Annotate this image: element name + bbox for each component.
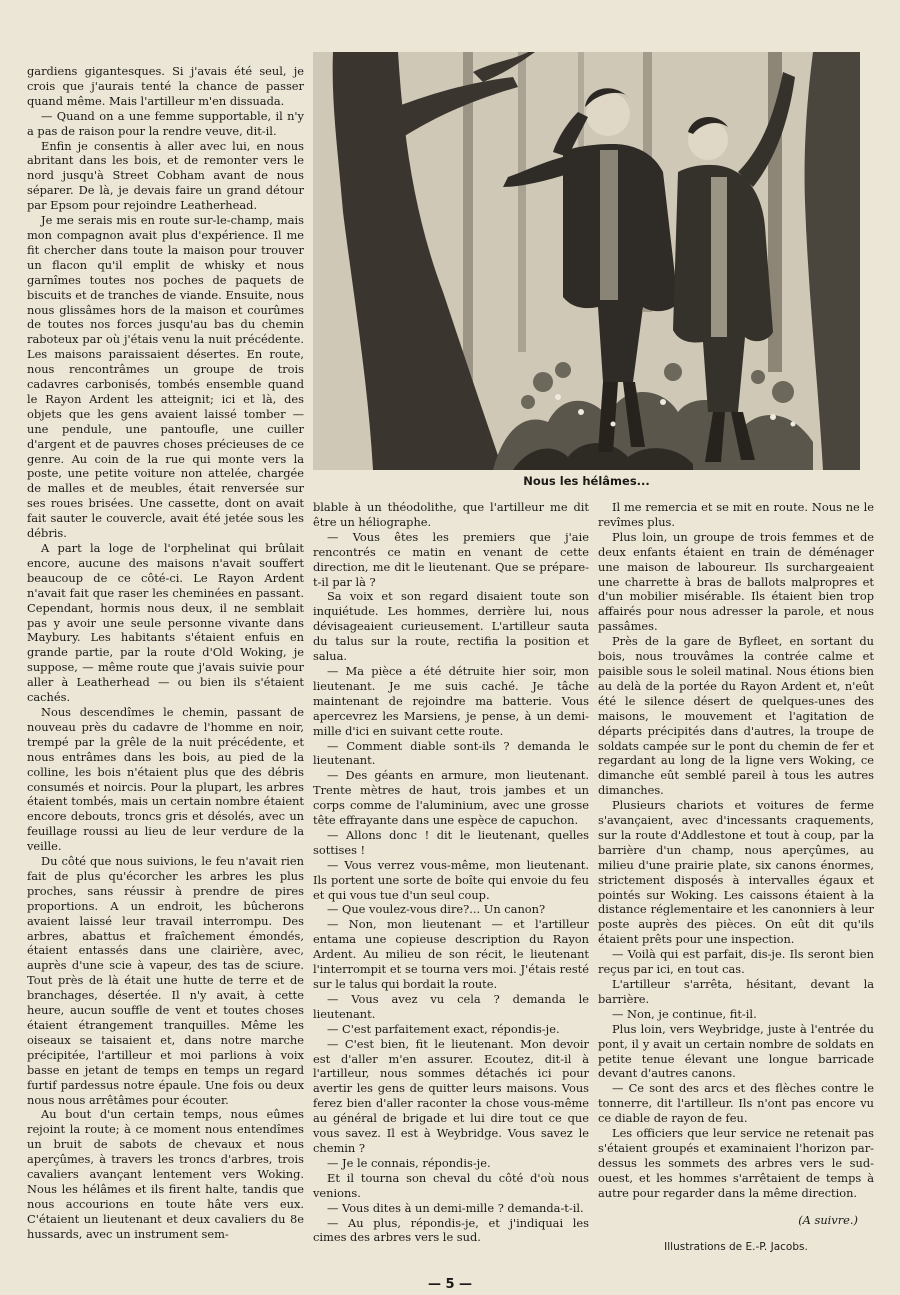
paragraph: — Vous dites à un demi-mille ? demanda-t-il. xyxy=(327,1200,584,1215)
paragraph: — Non, mon lieutenant — et l'artilleur entama une copieuse description du Rayon Ardent. Au milieu de son récit, le lieutenant l'interrompit et se tourna vers moi. J'étais resté sur le talus qui bordait la route. xyxy=(313,917,589,991)
illustration-credits: Illustrations de E.-P. Jacobs. xyxy=(664,1240,808,1253)
paragraph: — Que voulez-vous dire?... Un canon? xyxy=(327,902,546,917)
paragraph: — Comment diable sont-ils ? demanda le lieutenant. xyxy=(313,738,589,768)
text-column-right xyxy=(598,500,874,1254)
paragraph: — Vous avez vu cela ? demanda le lieutenant. xyxy=(313,991,589,1021)
paragraph: Je me serais mis en route sur-le-champ, mais mon compagnon avait plus d'expérience. Il me fit chercher dans toute la maison pour trouver un flacon qu'il emplit de whisky et nous garnîmes toutes nos poches de paquets de biscuits et de tranches de viande. Ensuite, nous nous glissâmes hors de la maison et courûmes de toutes nos forces jusqu'au bas du chemin raboteux par où j'étais venu la nuit précédente. Les maisons paraissaient désertes. En route, nous rencontrâmes un groupe de trois cadavres carbonisés, tombés ensemble quand le Rayon Ardent les atteignit; ici et là, des objets que les gens avaient laissé tomber — une pendule, une pantoufle, une cuiller d'argent et de pauvres choses précieuses de ce genre. Au coin de la rue qui monte vers la poste, une petite voiture non attelée, chargée de malles et de meubles, était renversée sur ses roues brisées. Une cassette, dont on avait fait sauter le couvercle, avait été jetée sous les débris. xyxy=(27,213,304,541)
paragraph: Il me remercia et se mit en route. Nous ne le revîmes plus. xyxy=(598,500,874,529)
paragraph: — Des géants en armure, mon lieutenant. Trente mètres de haut, trois jambes et un corps comme de l'aluminium, avec une grosse tête effrayante dans une espèce de capuchon. xyxy=(313,768,589,828)
paragraph: — Voilà qui est parfait, dis-je. Ils seront bien reçus par ici, en tout cas. xyxy=(598,947,874,977)
paragraph: — C'est parfaitement exact, répondis-je. xyxy=(327,1021,560,1036)
paragraph: Au bout d'un certain temps, nous eûmes rejoint la route; à ce moment nous entendîmes un bruit de sabots de chevaux et nous aperçûmes, à travers les troncs d'arbres, trois cavaliers avançant lentement vers Woking. Nous les hélâmes et ils firent halte, tandis que nous accourions en toute hâte vers eux. C'étaient un lieutenant et deux cavaliers du 8e hussards, avec un instrument sem- xyxy=(27,1107,304,1241)
paragraph: Sa voix et son regard disaient toute son inquiétude. Les hommes, derrière lui, nous dévisageaient curieusement. L'artilleur sauta du talus sur la route, rectifia la position et salua. xyxy=(313,589,589,664)
paragraph: Enfin je consentis à aller avec lui, en nous abritant dans les bois, et de remonter vers le nord jusqu'à Street Cobham avant de nous séparer. De là, je devais faire un grand détour par Epsom pour rejoindre Leatherhead. xyxy=(27,138,304,213)
paragraph: Les officiers que leur service ne retenait pas s'étaient groupés et examinaient l'horizon par-dessus les sommets des arbres vers le sud-ouest, et les hommes s'arrêtaient de temps à autre pour regarder dans la même direction. xyxy=(598,1126,874,1200)
paragraph: — Ce sont des arcs et des flèches contre le tonnerre, dit l'artilleur. Ils n'ont pas encore vu ce diable de rayon de feu. xyxy=(598,1081,874,1126)
paragraph: Plusieurs chariots et voitures de ferme s'avançaient, avec d'incessants craquements, sur la route d'Addlestone et tout à coup, par la barrière d'un champ, nous aperçûmes, au milieu d'une prairie plate, six canons énormes, strictement disposés à intervalles égaux et pointés sur Woking. Les caissons étaient à la distance réglementaire et les canonniers à leur poste auprès des pièces. On eût dit qu'ils étaient prêts pour une inspection. xyxy=(598,798,874,947)
paragraph: Nous descendîmes le chemin, passant de nouveau près du cadavre de l'homme en noir, trempé par la grêle de la nuit précédente, et nous entrâmes dans les bois, au pied de la colline, les bois n'étaient plus que des débris consumés et noircis. Pour la plupart, les arbres étaient tombés, mais un certain nombre étaient encore debouts, troncs gris et désolés, avec un feuillage roussi au lieu de leur verdure de la veille. xyxy=(27,704,304,854)
paragraph: L'artilleur s'arrêta, hésitant, devant la barrière. xyxy=(598,977,874,1006)
paragraph: — Ma pièce a été détruite hier soir, mon lieutenant. Je me suis caché. Je tâche maintenant de rejoindre ma batterie. Vous apercevrez les Marsiens, je pense, à un demi-mille d'ici en suivant cette route. xyxy=(313,663,589,738)
text-column-middle xyxy=(313,500,589,1245)
to-be-continued: (A suivre.) xyxy=(798,1212,858,1227)
paragraph: Et il tourna son cheval du côté d'où nous venions. xyxy=(313,1170,589,1200)
paragraph: gardiens gigantesques. Si j'avais été seul, je crois que j'aurais tenté la chance de passer quand même. Mais l'artilleur m'en dissuada. xyxy=(27,64,304,108)
paragraph: — Non, je continue, fit-il. xyxy=(612,1006,757,1021)
paragraph: — Vous verrez vous-même, mon lieutenant. Ils portent une sorte de boîte qui envoie du feu et qui vous tue d'un seul coup. xyxy=(313,857,589,902)
forest-illustration xyxy=(313,52,860,470)
page-number: — 5 — xyxy=(427,1277,473,1292)
paragraph: Plus loin, un groupe de trois femmes et de deux enfants étaient en train de déménager une maison de laboureur. Ils surchargeaient une charrette à bras de ballots malpropres et d'un mobilier misérable. Ils étaient bien trop affairés pour nous adresser la parole, et nous passâmes. xyxy=(598,529,874,634)
paragraph: — C'est bien, fit le lieutenant. Mon devoir est d'aller m'en assurer. Ecoutez, dit-il à l'artilleur, nous sommes détachés ici pour avertir les gens de quitter leurs maisons. Vous ferez bien d'aller raconter la chose vous-même au général de brigade et lui dire tout ce que vous savez. Il est à Weybridge. Vous savez le chemin ? xyxy=(313,1036,589,1155)
paragraph: Du côté que nous suivions, le feu n'avait rien fait de plus qu'écorcher les arbres les plus proches, sans réussir à prendre de pires proportions. A un endroit, les bûcherons avaient laissé leur travail interrompu. Des arbres, abattus et fraîchement émondés, étaient entassés dans une clairière, avec, auprès d'une scie à vapeur, des tas de sciure. Tout près de là était une hutte de terre et de branchages, désertée. Il n'y avait, à cette heure, aucun souffle de vent et toutes choses étaient étrangement tranquilles. Même les oiseaux se taisaient et, dans notre marche précipitée, l'artilleur et moi parlions à voix basse en jetant de temps en temps un regard furtif pardessus notre épaule. Une fois ou deux nous nous arrêtâmes pour écouter. xyxy=(27,854,304,1107)
paragraph: — Allons donc ! dit le lieutenant, quelles sottises ! xyxy=(313,827,589,857)
illustration-caption: Nous les hélâmes... xyxy=(523,474,650,488)
paragraph: — Quand on a une femme supportable, il n'y a pas de raison pour la rendre veuve, dit-il. xyxy=(27,108,304,138)
paragraph: — Vous êtes les premiers que j'aie rencontrés ce matin en venant de cette direction, me dit le lieutenant. Que se prépare-t-il par là ? xyxy=(313,529,589,589)
paragraph: blable à un théodolithe, que l'artilleur me dit être un héliographe. xyxy=(313,500,589,529)
paragraph: — Je le connais, répondis-je. xyxy=(327,1155,491,1170)
paragraph: Plus loin, vers Weybridge, juste à l'entrée du pont, il y avait un certain nombre de soldats en petite tenue élevant une longue barricade devant d'autres canons. xyxy=(598,1021,874,1081)
paragraph: — Au plus, répondis-je, et j'indiquai les cimes des arbres vers le sud. xyxy=(313,1215,589,1245)
paragraph: A part la loge de l'orphelinat qui brûlait encore, aucune des maisons n'avait souffert beaucoup de ce côté-ci. Le Rayon Ardent n'avait fait que raser les cheminées en passant. Cependant, hormis nous deux, il ne semblait pas y avoir une seule personne vivante dans Maybury. Les habitants s'étaient enfuis en grande partie, par la route d'Old Woking, je suppose, — même route que j'avais suivie pour aller à Leatherhead — ou bien ils s'étaient cachés. xyxy=(27,541,304,705)
paragraph: Près de la gare de Byfleet, en sortant du bois, nous trouvâmes la contrée calme et paisible sous le soleil matinal. Nous étions bien au delà de la portée du Rayon Ardent et, n'eût été le silence désert de quelques-unes des maisons, le mouvement et l'agitation de départs précipités dans d'autres, la troupe de soldats campée sur le pont du chemin de fer et regardant au long de la ligne vers Woking, ce dimanche eût semblé pareil à tous les autres dimanches. xyxy=(598,634,874,798)
illustration-drawing xyxy=(313,52,860,470)
text-column-left xyxy=(27,64,304,1242)
